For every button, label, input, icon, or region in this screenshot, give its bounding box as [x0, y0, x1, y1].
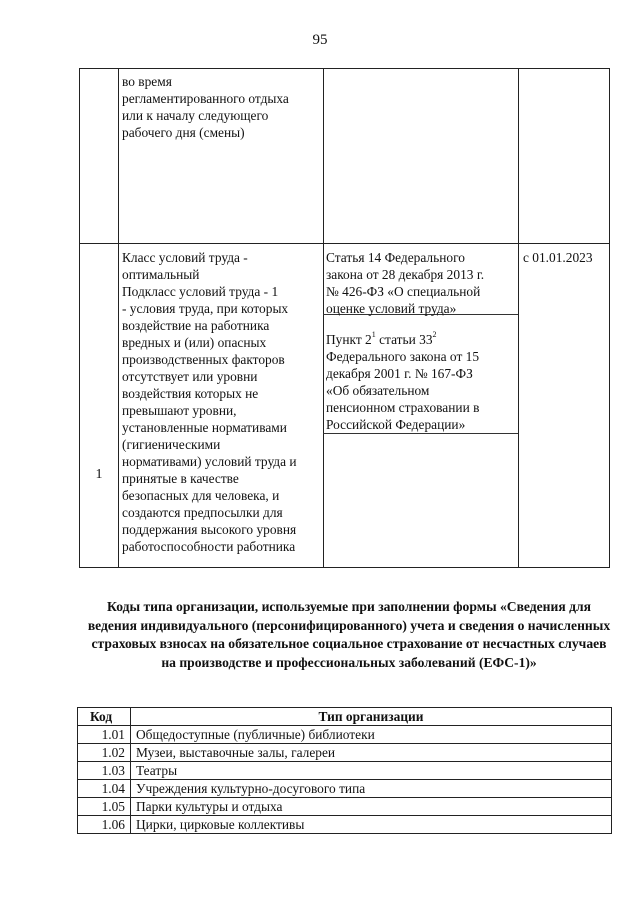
- type-cell: Театры: [131, 762, 612, 780]
- top-row-description: [122, 73, 320, 141]
- text-line: пенсионном страховании в: [326, 400, 480, 415]
- text-line: во время: [122, 74, 172, 89]
- type-cell: Парки культуры и отдыха: [131, 798, 612, 816]
- text-line: Федерального закона от 15: [326, 349, 480, 364]
- table-row: [78, 798, 612, 816]
- code-cell: 1.04: [78, 780, 131, 798]
- type-cell: Общедоступные (публичные) библиотеки: [131, 726, 612, 744]
- section-heading: Коды типа организации, используемые при заполнении формы «Сведения для ведения индивидуального (персонифицированного) учета и сведения о начисленных страховых взносах на обязательное социальное страхование от несчастных случаев на производстве и профессиональных заболеваний (ЕФС-1)»: [87, 599, 611, 670]
- row-number: 1: [95, 467, 103, 482]
- row-divider: [80, 243, 609, 244]
- text-line: № 426-ФЗ «О специальной: [326, 284, 481, 299]
- text-line: закона от 28 декабря 2013 г.: [326, 267, 485, 282]
- page-number: 95: [312, 32, 328, 48]
- text-line: производственных факторов: [122, 352, 285, 367]
- text-line: создаются предпосылки для: [122, 505, 283, 520]
- text-line: воздействия которых не: [122, 386, 259, 401]
- text-line: Подкласс условий труда - 1: [122, 284, 279, 299]
- continuation-table: [79, 68, 610, 568]
- type-cell: Учреждения культурно-досугового типа: [131, 780, 612, 798]
- text-line: (гигиеническими: [122, 437, 221, 452]
- text-line: регламентированного отдыха: [122, 91, 289, 106]
- code-cell: 1.01: [78, 726, 131, 744]
- text-line: работоспособности работника: [122, 539, 296, 554]
- text-line: Российской Федерации»: [326, 417, 466, 432]
- text-line: нормативами) условий труда и: [122, 454, 297, 469]
- text-line: установленные нормативами: [122, 420, 287, 435]
- text-line: рабочего дня (смены): [122, 125, 245, 140]
- column-divider: [118, 69, 119, 567]
- type-cell: Музеи, выставочные залы, галереи: [131, 744, 612, 762]
- table-row: [78, 816, 612, 834]
- row-1-description: [122, 249, 320, 555]
- text-line: принятые в качестве: [122, 471, 239, 486]
- column-divider: [518, 69, 519, 567]
- text-line: поддержания высокого уровня: [122, 522, 297, 537]
- column-divider: [323, 69, 324, 567]
- legal-basis-1: [326, 249, 516, 317]
- text-line: оптимальный: [122, 267, 200, 282]
- table-row: [78, 726, 612, 744]
- type-column-header: Тип организации: [131, 708, 612, 726]
- table-header-row: [78, 708, 612, 726]
- punkt-superscript: 1: [371, 330, 376, 339]
- code-column-header: Код: [78, 708, 131, 726]
- text-line: отсутствует или уровни: [122, 369, 258, 384]
- text-line: «Об обязательном: [326, 383, 430, 398]
- code-cell: 1.03: [78, 762, 131, 780]
- organization-codes-table: [77, 707, 612, 834]
- text-line: [326, 331, 516, 348]
- text-line: вредных и (или) опасных: [122, 335, 267, 350]
- table-row: [78, 762, 612, 780]
- text-line: декабря 2001 г. № 167-ФЗ: [326, 366, 473, 381]
- text-line: - условия труда, при которых: [122, 301, 289, 316]
- legal-basis-2: [326, 331, 516, 433]
- code-cell: 1.02: [78, 744, 131, 762]
- text-line: Класс условий труда -: [122, 250, 248, 265]
- type-cell: Цирки, цирковые коллективы: [131, 816, 612, 834]
- table-row: [78, 744, 612, 762]
- text-line: воздействие на работника: [122, 318, 270, 333]
- text-line: оценке условий труда»: [326, 301, 457, 316]
- statya-text: статьи 33: [375, 332, 433, 347]
- table-row: [78, 780, 612, 798]
- code-cell: 1.06: [78, 816, 131, 834]
- text-line: или к началу следующего: [122, 108, 269, 123]
- text-line: безопасных для человека, и: [122, 488, 280, 503]
- statya-superscript: 2: [432, 330, 437, 339]
- code-cell: 1.05: [78, 798, 131, 816]
- punkt-text: Пункт 2: [326, 332, 372, 347]
- basis-end-line: [323, 433, 518, 434]
- effective-date: с 01.01.2023: [523, 250, 593, 265]
- text-line: превышают уровни,: [122, 403, 237, 418]
- text-line: Статья 14 Федерального: [326, 250, 465, 265]
